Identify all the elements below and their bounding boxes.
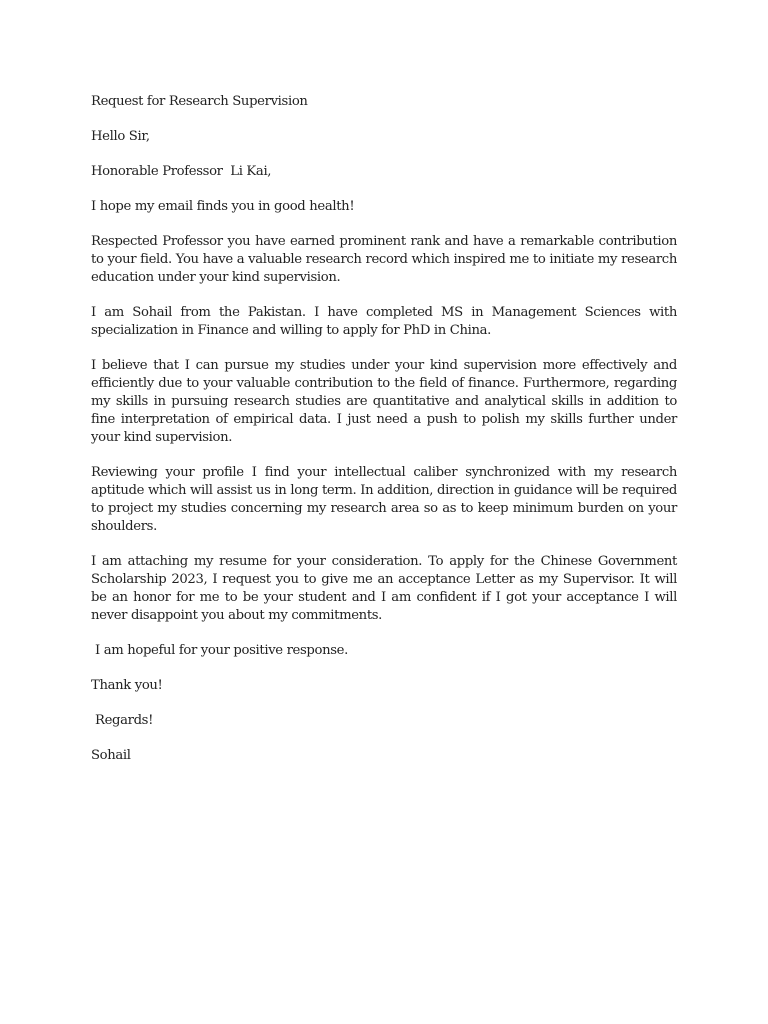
letter-wellwish: I hope my email finds you in good health!	[91, 199, 355, 214]
letter-addressee: Honorable Professor Li Kai,	[91, 164, 272, 179]
letter-greeting: Hello Sir,	[91, 129, 150, 144]
letter-hope-line: I am hopeful for your positive response.	[95, 643, 348, 658]
letter-body	[91, 93, 677, 782]
letter-title: Request for Research Supervision	[91, 94, 308, 109]
letter-regards: Regards!	[95, 713, 154, 728]
letter-signature: Sohail	[91, 748, 131, 763]
letter-paragraph-1: Respected Professor you have earned prominent rank and have a remarkable contribution to your field. You have a valuable research record which inspired me to initiate my research education under your kind supervision.	[91, 234, 677, 285]
letter-paragraph-2: I am Sohail from the Pakistan. I have completed MS in Management Sciences with specialization in Finance and willing to apply for PhD in China.	[91, 305, 677, 338]
letter-paragraph-3: I believe that I can pursue my studies under your kind supervision more effectively and efficiently due to your valuable contribution to the field of finance. Furthermore, regarding my skills in pursuing research studies are quantitative and analytical skills in addition to fine interpretation of empirical data. I just need a push to polish my skills further under your kind supervision.	[91, 358, 677, 445]
letter-thanks: Thank you!	[91, 678, 163, 693]
letter-paragraph-5: I am attaching my resume for your consideration. To apply for the Chinese Government Scholarship 2023, I request you to give me an acceptance Letter as my Supervisor. It will be an honor for me to be your student and I am confident if I got your acceptance I will never disappoint you about my commitments.	[91, 554, 677, 623]
letter-paragraph-4: Reviewing your profile I find your intellectual caliber synchronized with my research aptitude which will assist us in long term. In addition, direction in guidance will be required to project my studies concerning my research area so as to keep minimum burden on your shoulders.	[91, 465, 677, 534]
